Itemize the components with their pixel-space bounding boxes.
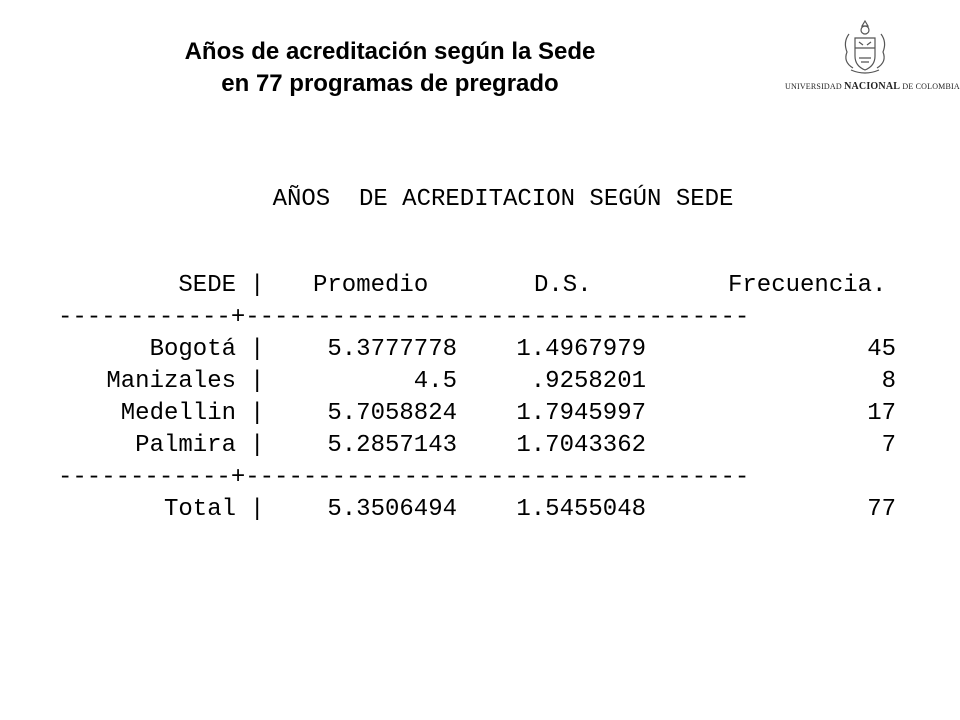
university-name-suffix: DE COLOMBIA [902, 82, 960, 91]
cell-frecuencia: 8 [881, 368, 896, 395]
cell-promedio: 4.5 [413, 368, 457, 395]
header-sede: SEDE [178, 272, 236, 299]
header-frecuencia: Frecuencia. [728, 272, 887, 299]
cell-frecuencia: 7 [881, 432, 896, 459]
table-row [58, 398, 896, 430]
table-title: AÑOS DE ACREDITACION SEGÚN SEDE [272, 186, 734, 213]
cell-promedio: 5.2857143 [327, 432, 457, 459]
header-ds: D.S. [534, 272, 592, 299]
cell-promedio: 5.7058824 [327, 400, 457, 427]
column-separator: | [250, 272, 265, 299]
table-row [58, 334, 896, 366]
slide-title-line-2: en 77 programas de pregrado [221, 70, 559, 97]
table-divider: ------------+----------------------------------- [58, 304, 750, 331]
slide-title [140, 36, 640, 100]
column-separator: | [250, 432, 265, 459]
university-name-main: NACIONAL [844, 81, 901, 92]
cell-ds: 1.4967979 [516, 336, 646, 363]
stats-table [58, 270, 896, 526]
column-separator: | [250, 400, 265, 427]
cell-ds: 1.7043362 [516, 432, 646, 459]
cell-sede: Bogotá [149, 336, 236, 363]
university-logo [785, 18, 960, 98]
cell-frecuencia: 45 [867, 336, 896, 363]
cell-sede: Manizales [106, 368, 236, 395]
cell-ds: 1.7945997 [516, 400, 646, 427]
cell-sede: Palmira [135, 432, 236, 459]
cell-ds: .9258201 [530, 368, 646, 395]
table-header-row [58, 270, 887, 302]
column-separator: | [250, 336, 265, 363]
cell-frecuencia: 17 [867, 400, 896, 427]
cell-total-label: Total [163, 496, 236, 523]
cell-sede: Medellin [120, 400, 236, 427]
university-name [785, 81, 960, 92]
cell-total-promedio: 5.3506494 [327, 496, 457, 523]
slide-title-line-1: Años de acreditación según la Sede [184, 38, 596, 65]
header-promedio: Promedio [313, 272, 429, 299]
cell-total-frecuencia: 77 [867, 496, 896, 523]
university-coat-of-arms-icon [837, 18, 893, 78]
table-total-row [58, 494, 896, 526]
column-separator: | [250, 368, 265, 395]
table-divider: ------------+----------------------------------- [58, 464, 750, 491]
column-separator: | [250, 496, 265, 523]
table-row [58, 430, 896, 462]
university-name-prefix: UNIVERSIDAD [785, 82, 842, 91]
table-row [58, 366, 896, 398]
cell-promedio: 5.3777778 [327, 336, 457, 363]
cell-total-ds: 1.5455048 [516, 496, 646, 523]
